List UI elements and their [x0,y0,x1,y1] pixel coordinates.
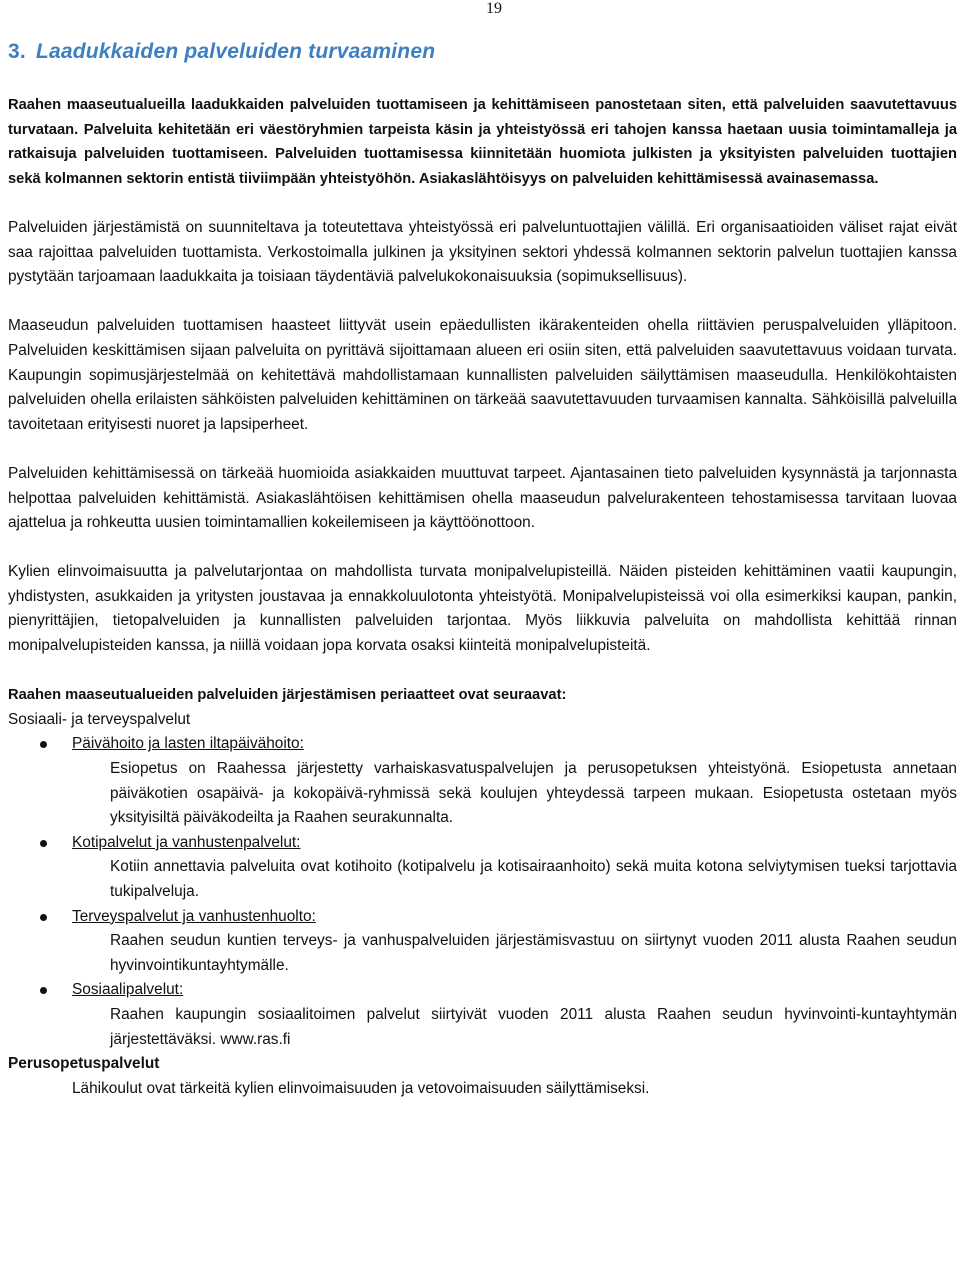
list-item-title: Terveyspalvelut ja vanhustenhuolto: [72,907,316,925]
bullet-icon [40,987,47,994]
section-heading [8,40,435,64]
section-title: Laadukkaiden palveluiden turvaaminen [35,40,436,63]
bullet-icon [40,741,47,748]
principles-heading: Raahen maaseutualueiden palveluiden järjestämisen periaatteet ovat seuraavat: [8,687,567,704]
list-item [8,732,957,830]
basic-education-heading: Perusopetuspalvelut [8,1055,160,1073]
list-item [8,905,957,979]
bullet-icon [40,840,47,847]
list-item [8,831,957,905]
list-item-text: Kotiin annettavia palveluita ovat kotihoito (kotipalvelu ja kotisairaanhoito) sekä muita kotona selviytymisen tueksi tarjottavia tukipalveluja. [110,858,957,900]
paragraph-challenges: Maaseudun palveluiden tuottamisen haasteet liittyvät usein epäedullisten ikärakenteiden ohella riittävien peruspalveluiden ylläpitoon. Palveluiden keskittämisen sijaan palveluita on pyrittävä sijoittamaan alueen eri osiin siten, että palveluiden saavutettavuus voidaan turvata. Kaupungin sopimusjärjestelmää on kehitettävä mahdollistamaan kunnallisten palveluiden säilyttämisen maaseudulla. Henkilökohtaisten palveluiden ohella erilaisten sähköisten palveluiden kehittäminen on tärkeää saavutettavuuden turvaamisen kannalta. Sähköisillä palveluilla tavoitetaan erityisesti nuoret ja lapsiperheet. [8,317,957,433]
social-health-heading: Sosiaali- ja terveyspalvelut [8,710,191,728]
list-item-title: Sosiaalipalvelut: [72,981,184,999]
list-item-title: Päivähoito ja lasten iltapäivähoito: [72,735,304,753]
list-item-text: Esiopetus on Raahessa järjestetty varhaiskasvatuspalvelujen ja perusopetuksen yhteistyönä. Esiopetusta annetaan päiväkotien osapäivä- ja kokopäivä-ryhmissä sekä koulujen yhteydessä tarpeen mukaan. Esiopetusta ostetaan myös yksityisiltä päiväkodeilta ja Raahen seurakunnalta. [110,760,957,827]
section-number: 3. [8,40,26,63]
list-item [8,978,957,1052]
list-item-text: Raahen kaupungin sosiaalitoimen palvelut siirtyivät vuoden 2011 alusta Raahen seudun hyvinvointi-kuntayhtymän järjestettäväksi. www.ras.fi [110,1005,957,1048]
intro-paragraph: Raahen maaseutualueilla laadukkaiden palveluiden tuottamiseen ja kehittämiseen panostetaan siten, että palveluiden saavutettavuus turvataan. Palveluita kehitetään eri väestöryhmien tarpeista käsin ja yhteistyössä eri tahojen kanssa haetaan uusia toimintamalleja ja ratkaisuja palveluiden tuottamiseen. Palveluiden tuottamisessa kiinnitetään huomiota julkisten ja yksityisten palveluiden tuottajien sekä kolmannen sektorin entistä tiiviimpään yhteistyöhön. Asiakaslähtöisyys on palveluiden kehittämisessä avainasemassa. [8,97,957,187]
paragraph-cooperation: Palveluiden järjestämistä on suunniteltava ja toteutettava yhteistyössä eri palveluntuottajien välillä. Eri organisaatioiden väliset rajat eivät saa rajoittaa palveluiden tuottamista. Verkostoimalla julkinen ja yksityinen sektori yhdessä kolmannen sektorin palvelun tuottajien kanssa pystytään tarjoamaan laadukkaita ja toisiaan täydentäviä palvelukokonaisuuksia (sopimuksellisuus). [8,218,957,286]
list-item-text: Raahen seudun kuntien terveys- ja vanhuspalveluiden järjestämisvastuu on siirtynyt vuoden 2011 alusta Raahen seudun hyvinvointikuntayhtymälle. [110,932,957,974]
social-health-list [8,732,957,1052]
basic-education-text: Lähikoulut ovat tärkeitä kylien elinvoimaisuuden ja vetovoimaisuuden säilyttämiseksi. [72,1079,650,1097]
list-item-title: Kotipalvelut ja vanhustenpalvelut: [72,833,301,851]
paragraph-service-points: Kylien elinvoimaisuutta ja palvelutarjontaa on mahdollista turvata monipalvelupisteillä. Näiden pisteiden kehittäminen vaatii kaupungin, yhdistysten, asukkaiden ja yritysten joustavaa ja ennakkoluulotonta yhteistyötä. Monipalvelupisteissä voi olla esimerkiksi kaupan, pankin, pienyrittäjien, tietopalveluiden ja kunnallisten palveluiden tarjontaa. Myös liikkuvia palveluita on mahdollista kehittää rinnan monipalvelupisteiden kanssa, ja niillä voidaan jopa korvata osaksi kiinteitä monipalvelupisteitä. [8,563,957,655]
document-body [8,93,957,1101]
page-number: 19 [486,0,502,17]
paragraph-development: Palveluiden kehittämisessä on tärkeää huomioida asiakkaiden muuttuvat tarpeet. Ajantasainen tieto palveluiden kysynnästä ja tarjonnasta helpottaa palveluiden kehittämistä. Asiakaslähtöisen kehittämisen ohella maaseudun palvelurakenteen tehostamisessa tarvitaan luovaa ajattelua ja rohkeutta uusien toimintamallien kokeilemiseen ja käyttöönottoon. [8,464,957,532]
bullet-icon [40,914,47,921]
